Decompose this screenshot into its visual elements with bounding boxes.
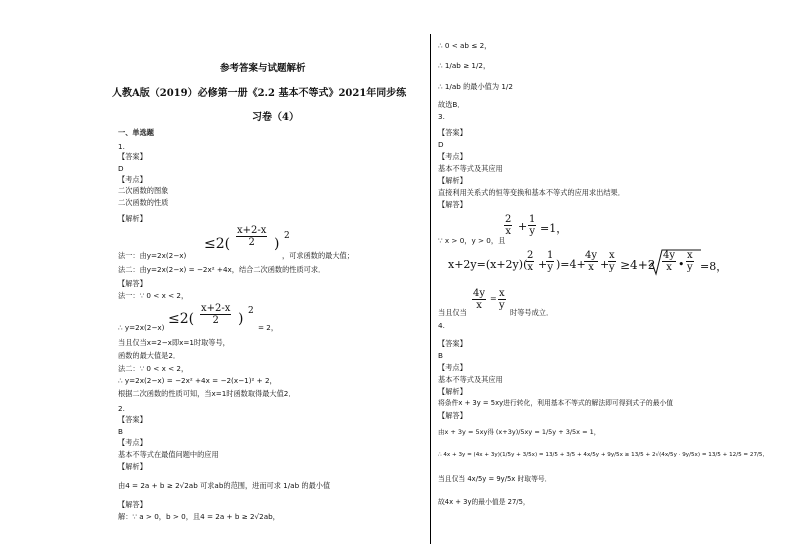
q2-answer-tag: 【答案】 xyxy=(118,415,147,424)
q4-answer: B xyxy=(438,351,443,360)
column-divider xyxy=(430,34,431,544)
q1-point-1: 二次函数的图象 xyxy=(118,186,169,195)
q1-sol-y: ∴ y=2x(2−x) xyxy=(118,323,165,332)
q1-formula-close: ) xyxy=(274,236,280,252)
q3-when: 当且仅当 xyxy=(438,308,467,317)
q3-point-tag: 【考点】 xyxy=(438,152,467,161)
q1-method1-tail: ，可求函数的最大值； xyxy=(282,251,354,260)
q1-analysis-tag: 【解析】 xyxy=(118,214,147,223)
q4-sol1: 由x + 3y = 5xy得 (x+3y)/5xy = 1/5y + 3/5x = 1， xyxy=(438,428,601,436)
q2-cont-l4: 故选B． xyxy=(438,100,465,109)
q1-sol1: 法一：∵ 0 < x < 2， xyxy=(118,291,189,300)
q1-method2: 法二：由y=2x(2−x) = −2x² +4x，结合二次函数的性质可求． xyxy=(118,265,326,274)
q1-sol-formula-frac: $\frac{x+2-x}{2}$ xyxy=(201,303,231,326)
q1-sol5: ∴ y=2x(2−x) = −2x² +4x = −2(x−1)² + 2， xyxy=(118,376,277,385)
q1-sol6: 根据二次函数的性质可知，当x=1时函数取得最大值2． xyxy=(118,389,296,398)
q1-answer: D xyxy=(118,164,124,173)
q4-number: 4. xyxy=(438,321,445,330)
q1-point-2: 二次函数的性质 xyxy=(118,198,169,207)
q1-sol-formula-le: ≤2( xyxy=(168,311,195,327)
q2-cont-l3: ∴ 1/ab 的最小值为 1/2 xyxy=(438,82,513,91)
q1-sol2: 当且仅当x=2−x即x=1时取等号， xyxy=(118,338,230,347)
q1-formula-exp: 2 xyxy=(284,231,290,241)
q3-cond: ∵ x > 0，y > 0，且 xyxy=(438,236,506,245)
right-column: ∴ 0 < ab ≤ 2， ∴ 1/ab ≥ 1/2， ∴ 1/ab 的最小值为 1/2 故选B． 3. 【答案】 D 【考点】 基本不等式及其应用 【解析】 直接利用关系式的恒等变换和基本不等式的应用求出结果． 【解答】 ∵ x > 0，y > 0，且 $\frac{2}{x}$ + $\frac{1}{y}$ =1， x+2y=(x+2y)( $\frac{2}{x}$ + $\frac{1}{y}$ )=4+ $\frac{4y}{x}$ + $\frac{x}{y}$ ≥4+2 $\frac{4y}{x}$ • $\frac{x}{y}$ =8， 当且仅当 $\frac{4y}{x}$ = $\frac{x}{y}$ 时等号成立． 4. 【答案】 B 【考点】 基本不等式及其应用 【解析】 将条件x + 3y = 5xy进行转化，利用基本不等式的解法即可得到式子的最小值 【解答】 由x + 3y = 5xy得 (x+3y)/5xy = 1/5y + 3/5x = 1， ∴ 4x + 3y = (4x + 3y)(1/5y + 3/5x) = 13/5 + 3/5 + 4x/5y + 9y/5x ≥ 13/5 + 2√(4x/5y · 9y/5x) = 13/5 + 12/5 = 27/5， 当且仅当 4x/5y = 9y/5x 时取等号． 故4x + 3y的最小值是 27/5， xyxy=(438,41,769,506)
q2-number: 2. xyxy=(118,404,125,413)
q2-cont-l2: ∴ 1/ab ≥ 1/2， xyxy=(438,61,491,70)
q1-point-tag: 【考点】 xyxy=(118,175,147,184)
q4-sol2: ∴ 4x + 3y = (4x + 3y)(1/5y + 3/5x) = 13/5 + 3/5 + 4x/5y + 9y/5x ≥ 13/5 + 2√(4x/5y · 9y/5x) = 13/5 + 12/5 = 27/5， xyxy=(438,452,769,458)
q3-frac-1y: $\frac{1}{y}$ xyxy=(529,214,536,237)
q4-sol4: 故4x + 3y的最小值是 27/5， xyxy=(438,498,530,506)
q4-analysis-tag: 【解析】 xyxy=(438,387,467,396)
q1-sol3: 函数的最大值是2． xyxy=(118,351,181,360)
q1-sol4: 法二：∵ 0 < x < 2， xyxy=(118,364,189,373)
q3-solution-tag: 【解答】 xyxy=(438,200,467,209)
q1-formula-num: x+2-x xyxy=(237,225,267,236)
q4-sol3: 当且仅当 4x/5y = 9y/5x 时取等号． xyxy=(438,475,552,483)
q2-point-tag: 【考点】 xyxy=(118,438,147,447)
q2-answer: B xyxy=(118,427,123,436)
answer-title: 参考答案与试题解析 xyxy=(220,63,306,74)
q3-long-eq-c: ≥4+2 xyxy=(620,258,656,272)
q2-sol1: 解：∵ a > 0，b > 0，且4 = 2a + b ≥ 2√2ab， xyxy=(118,512,280,521)
q3-number: 3. xyxy=(438,112,445,121)
q3-answer-tag: 【答案】 xyxy=(438,128,467,137)
q4-point-tag: 【考点】 xyxy=(438,363,467,372)
q3-when-tail: 时等号成立． xyxy=(510,308,554,317)
left-column xyxy=(112,0,424,560)
q1-formula-den: 2 xyxy=(248,237,255,248)
q1-sol-formula-exp: 2 xyxy=(248,306,254,316)
q1-formula-frac xyxy=(236,225,267,248)
q4-answer-tag: 【答案】 xyxy=(438,339,467,348)
q2-analysis-tag: 【解析】 xyxy=(118,462,147,471)
q2-solution-tag: 【解答】 xyxy=(118,500,147,509)
paper-subtitle-line1: 人教A版（2019）必修第一册《2.2 基本不等式》2021年同步练 xyxy=(112,88,407,99)
section-heading: 一、单选题 xyxy=(118,128,154,137)
q3-point: 基本不等式及其应用 xyxy=(438,164,503,173)
q1-method1: 法一：由y=2x(2−x) xyxy=(118,251,187,260)
q3-long-eq-b: )=4+ xyxy=(556,258,586,271)
q3-frac-2x: $\frac{2}{x}$ xyxy=(505,214,512,237)
q2-cont-l1: ∴ 0 < ab ≤ 2， xyxy=(438,41,492,50)
q4-point: 基本不等式及其应用 xyxy=(438,375,503,384)
q1-formula-le: ≤2( xyxy=(204,236,231,252)
q1-solution-tag: 【解答】 xyxy=(118,279,147,288)
paper-subtitle-line2: 习卷（4） xyxy=(252,112,299,123)
q1-sol-tail: = 2， xyxy=(258,323,279,332)
q3-long-eq-d: =8， xyxy=(700,260,728,273)
q3-eq1: =1， xyxy=(540,222,568,235)
q3-analysis-tag: 【解析】 xyxy=(438,176,467,185)
q4-analysis: 将条件x + 3y = 5xy进行转化，利用基本不等式的解法即可得到式子的最小值 xyxy=(438,399,674,407)
q4-solution-tag: 【解答】 xyxy=(438,411,467,420)
q3-answer: D xyxy=(438,140,444,149)
q1-answer-tag: 【答案】 xyxy=(118,152,147,161)
q2-point: 基本不等式在最值问题中的应用 xyxy=(118,450,219,459)
q1-number: 1. xyxy=(118,142,125,151)
q3-analysis: 直接利用关系式的恒等变换和基本不等式的应用求出结果． xyxy=(438,188,625,197)
q2-analysis: 由4 = 2a + b ≥ 2√2ab 可求ab的范围，进而可求 1/ab 的最小值 xyxy=(118,481,331,490)
q1-sol-formula-close: ) xyxy=(238,311,244,327)
q3-long-eq-a: x+2y=(x+2y)( xyxy=(448,258,528,271)
